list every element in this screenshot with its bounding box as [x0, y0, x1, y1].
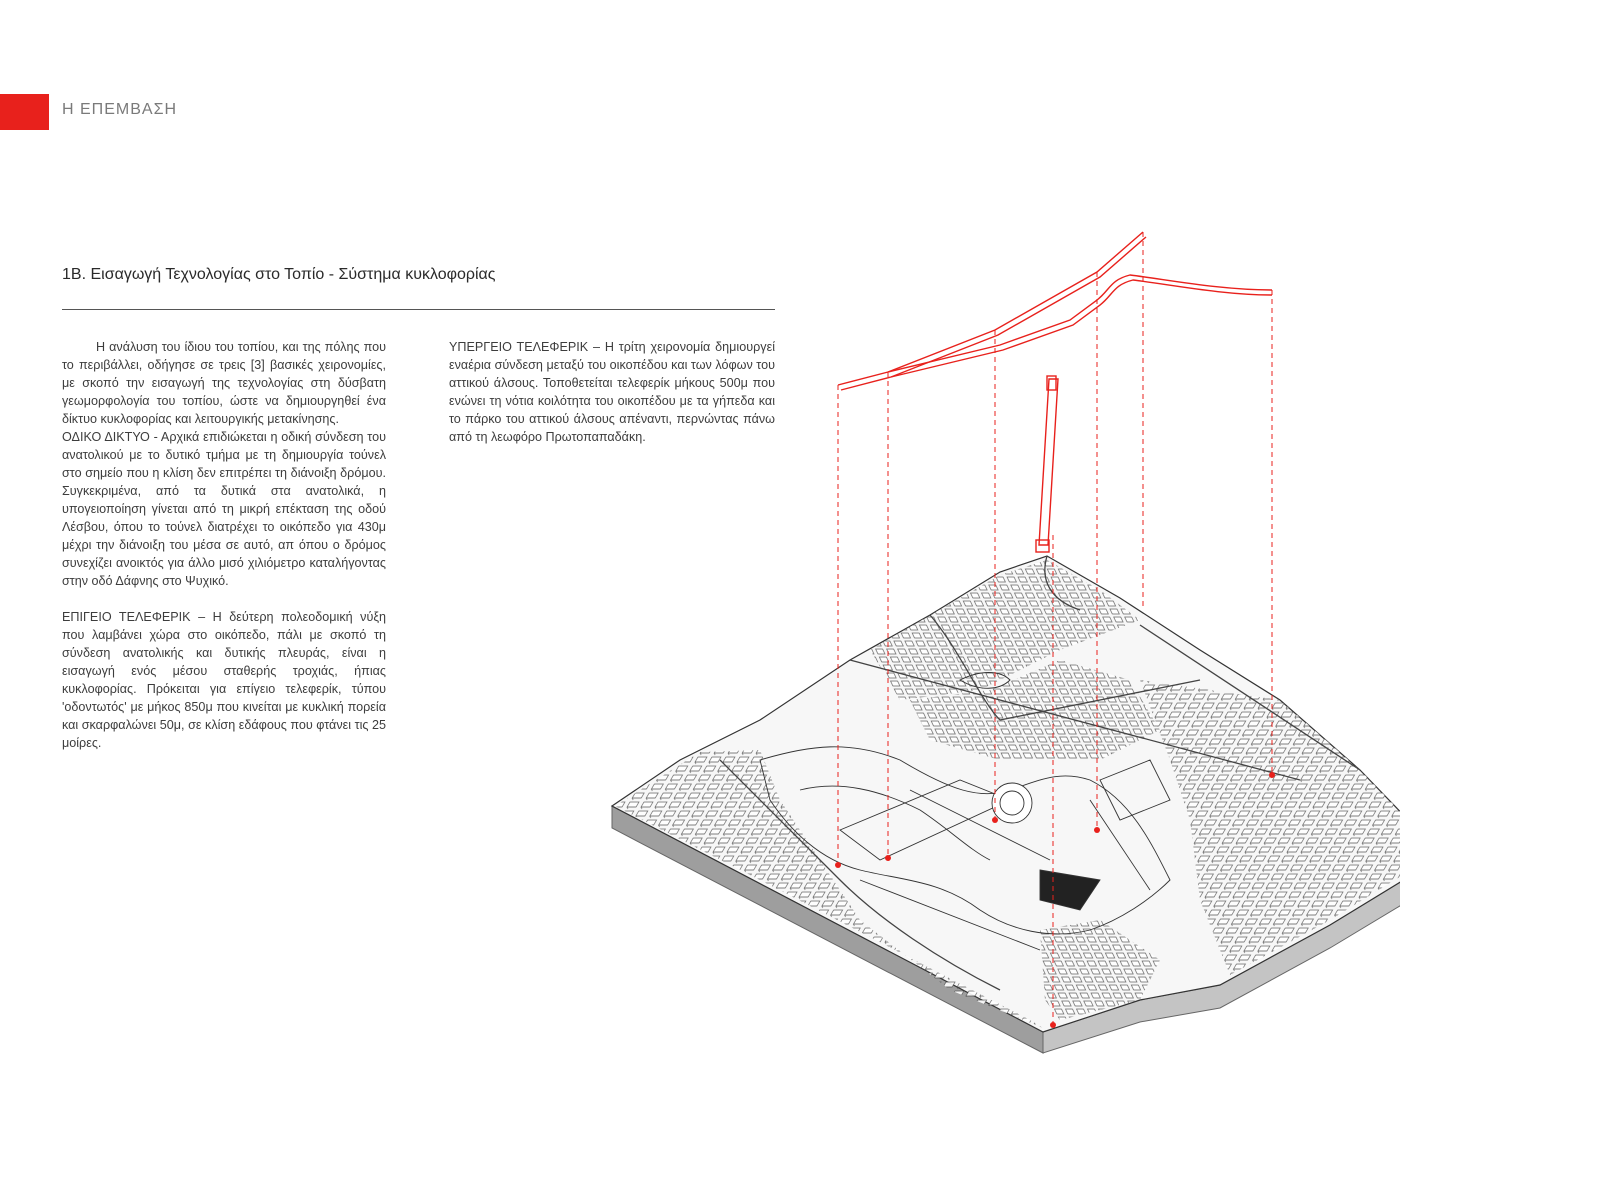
intro-paragraph: Η ανάλυση του ίδιου του τοπίου, και της πόλης που το περιβάλλει, οδήγησε σε τρεις [3] βασικές χειρονομίες, με σκοπό την εισαγωγή της τεχνολογίας στη δύσβατη γεωμορφολογία του τοπίου, ώστε να δημιουργηθεί ένα δίκτυο κυκλοφορίας και λειτουργικής μετακίνησης.	[62, 340, 386, 426]
aerial-routes	[838, 232, 1272, 552]
isometric-site-model-icon	[600, 220, 1400, 1100]
ground-cable-paragraph: ΕΠΙΓΕΙΟ ΤΕΛΕΦΕΡΙΚ – Η δεύτερη πολεοδομική νύξη που λαμβάνει χώρα στο οικόπεδο, πάλι με σκοπό τη σύνδεση ανατολικής και δυτικής πλευράς, είναι η εισαγωγή ενός μέσου σταθερής τροχιάς, ήπιας κυκλοφορίας. Πρόκειται για επίγειο τελεφερίκ, τύπου 'οδοντωτός' με μήκος 850μ που κινείται με κυκλική πορεία και σκαρφαλώνει 50μ, σε κλίση εδάφους που φτάνει τις 25 μοίρες.	[62, 610, 386, 750]
road-network-paragraph: ΟΔΙΚΟ ΔΙΚΤΥΟ - Αρχικά επιδιώκεται η οδική σύνδεση του ανατολικού με το δυτικό τμήμα με τη δημιουργία τούνελ στο σημείο που η κλίση δεν επιτρέπει τη διάνοιξη δρόμου. Συγκεκριμένα, από τα δυτικά στα ανατολικά, η υπογειοποίηση γίνεται από τη μικρή επέκταση της οδού Λέσβου, όπου το τούνελ διατρέχει το οικόπεδο για 430μ μέχρι την διάνοιξη του μέσα σε αυτό, απ όπου ο δρόμος συνεχίζει ανοικτός για άλλο μισό χιλιόμετρο καταλήγοντας στην οδό Δάφνης στο Ψυχικό.	[62, 430, 386, 588]
aerial-cable-paragraph: ΥΠΕΡΓΕΙΟ ΤΕΛΕΦΕΡΙΚ – Η τρίτη χειρονομία δημιουργεί εναέρια σύνδεση μεταξύ του οικοπέδου και των λόφων του αττικού άλσους. Τοποθετείται τελεφερίκ μήκους 500μ που ενώνει τη νότια κοιλότητα του οικοπέδου με τα γήπεδα και το πάρκο του αττικού άλσους απέναντι, περνώντας πάνω από τη λεωφόρο Πρωτοπαπαδάκη.	[449, 340, 775, 444]
text-column-left	[62, 338, 386, 752]
section-accent-block	[0, 94, 49, 130]
page-subtitle: 1Β. Εισαγωγή Τεχνολογίας στο Τοπίο - Σύστημα κυκλοφορίας	[62, 266, 496, 283]
section-label: Η ΕΠΕΜΒΑΣΗ	[62, 101, 178, 118]
